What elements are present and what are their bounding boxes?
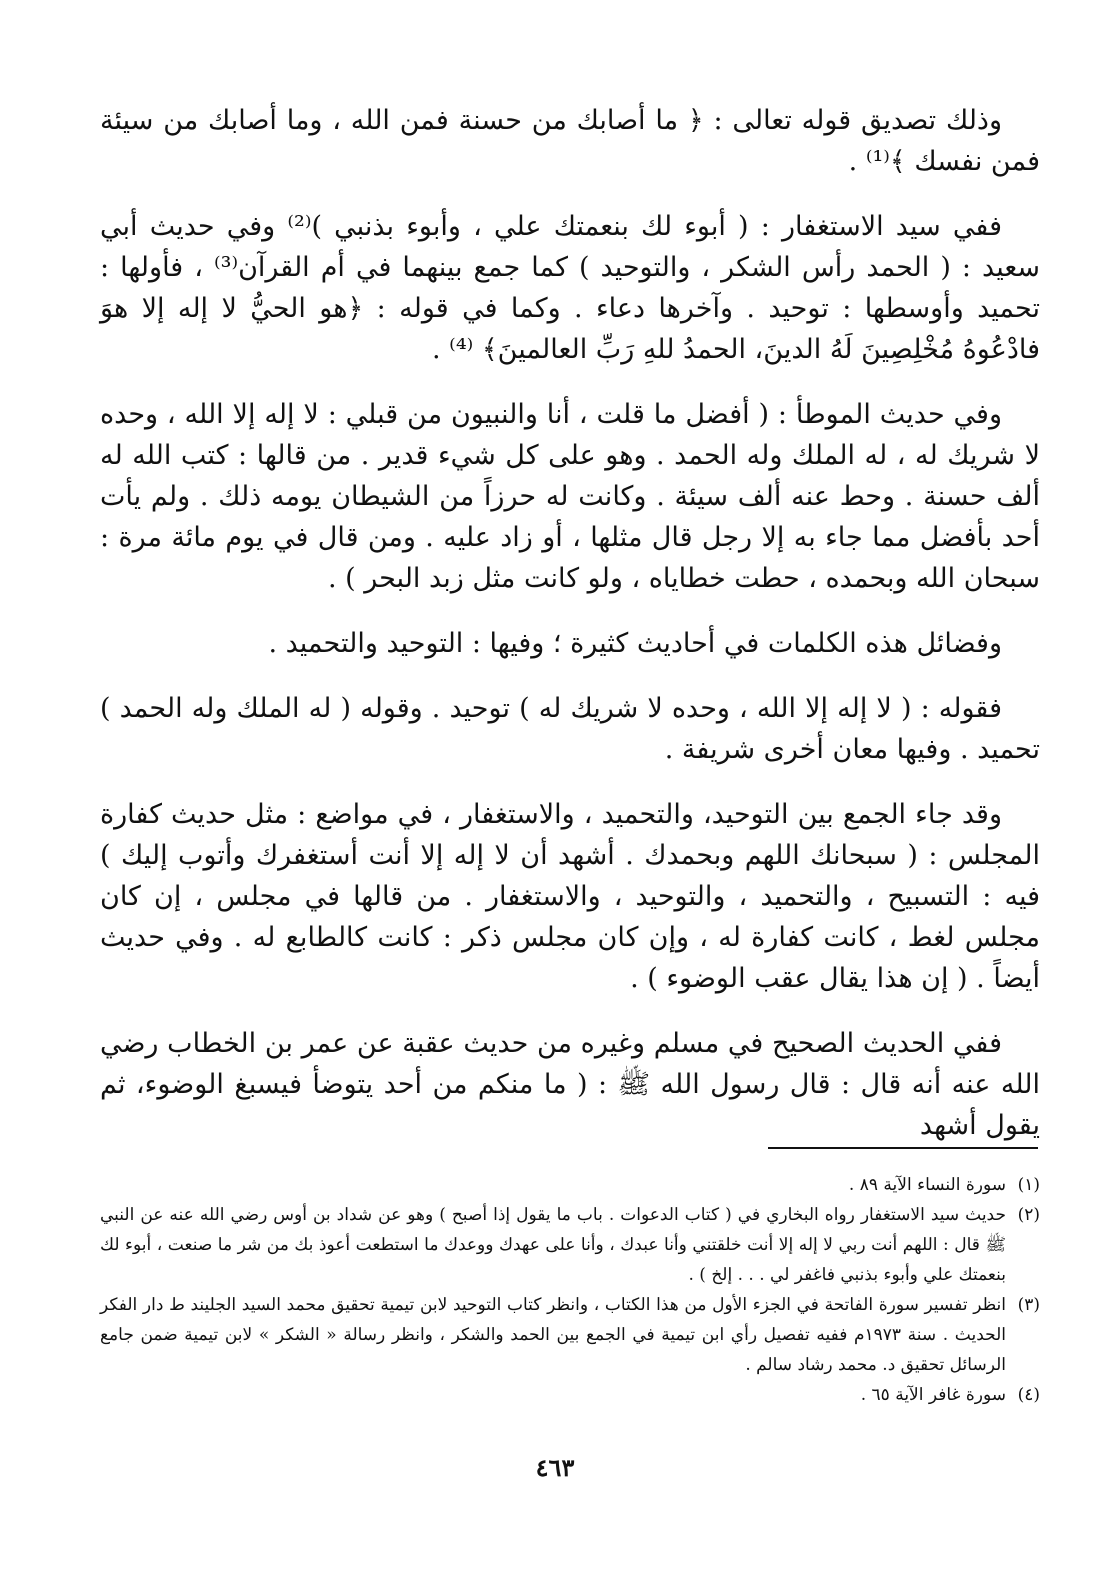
footnote-number: (٤) bbox=[1017, 1385, 1040, 1405]
paragraph: وفي حديث الموطأ : ( أفضل ما قلت ، أنا والنبيون من قبلي : لا إله إلا الله ، وحده لا شريك له ، له الملك وله الحمد . وهو على كل شيء قدير . من قالها : كتب الله له ألف حسنة . وحط عنه ألف سيئة . وكانت له حرزاً من الشيطان يومه ذلك . ولم يأت أحد بأفضل مما جاء به إلا رجل قال مثلها ، أو زاد عليه . ومن قال في يوم مائة مرة : سبحان الله وبحمده ، حطت خطاياه ، ولو كانت مثل زبد البحر ) . bbox=[100, 399, 1040, 594]
paragraph: فقوله : ( لا إله إلا الله ، وحده لا شريك له ) توحيد . وقوله ( له الملك وله الحمد ) تحميد . وفيها معان أخرى شريفة . bbox=[100, 693, 1040, 765]
footnote-4 bbox=[100, 1380, 1040, 1410]
footnote-number: (٢) bbox=[1017, 1205, 1040, 1225]
paragraph: ففي سيد الاستغفار : ( أبوء لك بنعمتك علي ، وأبوء بذنبي )⁽²⁾ وفي حديث أبي سعيد : ( الحمد رأس الشكر ، والتوحيد ) كما جمع بينهما في أم القرآن⁽³⁾ ، فأولها : تحميد وأوسطها : توحيد . وآخرها دعاء . وكما في قوله : ﴿هو الحيُّ لا إله إلا هوَ فادْعُوهُ مُخْلِصِينَ لَهُ الدينَ، الحمدُ للهِ رَبِّ العالمينَ﴾ ⁽⁴⁾ . bbox=[100, 211, 1040, 365]
footnote-number: (١) bbox=[1017, 1175, 1040, 1195]
footnote-number: (٣) bbox=[1017, 1295, 1040, 1315]
footnote-text: انظر تفسير سورة الفاتحة في الجزء الأول من هذا الكتاب ، وانظر كتاب التوحيد لابن تيمية تحقيق محمد السيد الجليند ط دار الفكر الحديث . سنة ١٩٧٣م ففيه تفصيل رأي ابن تيمية في الجمع بين الحمد والشكر ، وانظر رسالة « الشكر » لابن تيمية ضمن جامع الرسائل تحقيق د. محمد رشاد سالم . bbox=[100, 1295, 1006, 1375]
paragraph: وقد جاء الجمع بين التوحيد، والتحميد ، والاستغفار ، في مواضع : مثل حديث كفارة المجلس : ( سبحانك اللهم وبحمدك . أشهد أن لا إله إلا أنت أستغفرك وأتوب إليك ) فيه : التسبيح ، والتحميد ، والتوحيد ، والاستغفار . من قالها في مجلس ، إن كان مجلس لغط ، كانت كفارة له ، وإن كان مجلس ذكر : كانت كالطابع له . وفي حديث أيضاً . ( إن هذا يقال عقب الوضوء ) . bbox=[100, 799, 1040, 994]
paragraph: وذلك تصديق قوله تعالى : ﴿ ما أصابك من حسنة فمن الله ، وما أصابك من سيئة فمن نفسك ﴾⁽¹⁾ . bbox=[100, 105, 1040, 177]
paragraph: وفضائل هذه الكلمات في أحاديث كثيرة ؛ وفيها : التوحيد والتحميد . bbox=[268, 628, 1002, 659]
paragraph: ففي الحديث الصحيح في مسلم وغيره من حديث عقبة عن عمر بن الخطاب رضي الله عنه أنه قال : قال رسول الله ﷺ : ( ما منكم من أحد يتوضأ فيسبغ الوضوء، ثم يقول أشهد bbox=[100, 1028, 1040, 1141]
footnotes bbox=[100, 1170, 1040, 1410]
page-body bbox=[100, 100, 1040, 1170]
footnote-3 bbox=[100, 1290, 1040, 1380]
page-number: ٤٦٣ bbox=[535, 1453, 575, 1482]
footnote-1 bbox=[100, 1170, 1040, 1200]
footnote-separator bbox=[768, 1147, 1038, 1149]
footnote-text: حديث سيد الاستغفار رواه البخاري في ( كتاب الدعوات . باب ما يقول إذا أصبح ) وهو عن شداد بن أوس رضي الله عنه عن النبي ﷺ قال : اللهم أنت ربي لا إله إلا أنت خلقتني وأنا عبدك ، وأنا على عهدك ووعدك ما استطعت أعوذ بك من شر ما صنعت ، أبوء لك بنعمتك علي وأبوء بذنبي فاغفر لي . . . إلخ ) . bbox=[100, 1205, 1006, 1285]
footnote-text: سورة النساء الآية ٨٩ . bbox=[848, 1175, 1006, 1195]
main-text bbox=[100, 100, 1040, 1146]
footnote-2 bbox=[100, 1200, 1040, 1290]
footnote-text: سورة غافر الآية ٦٥ . bbox=[860, 1385, 1006, 1405]
